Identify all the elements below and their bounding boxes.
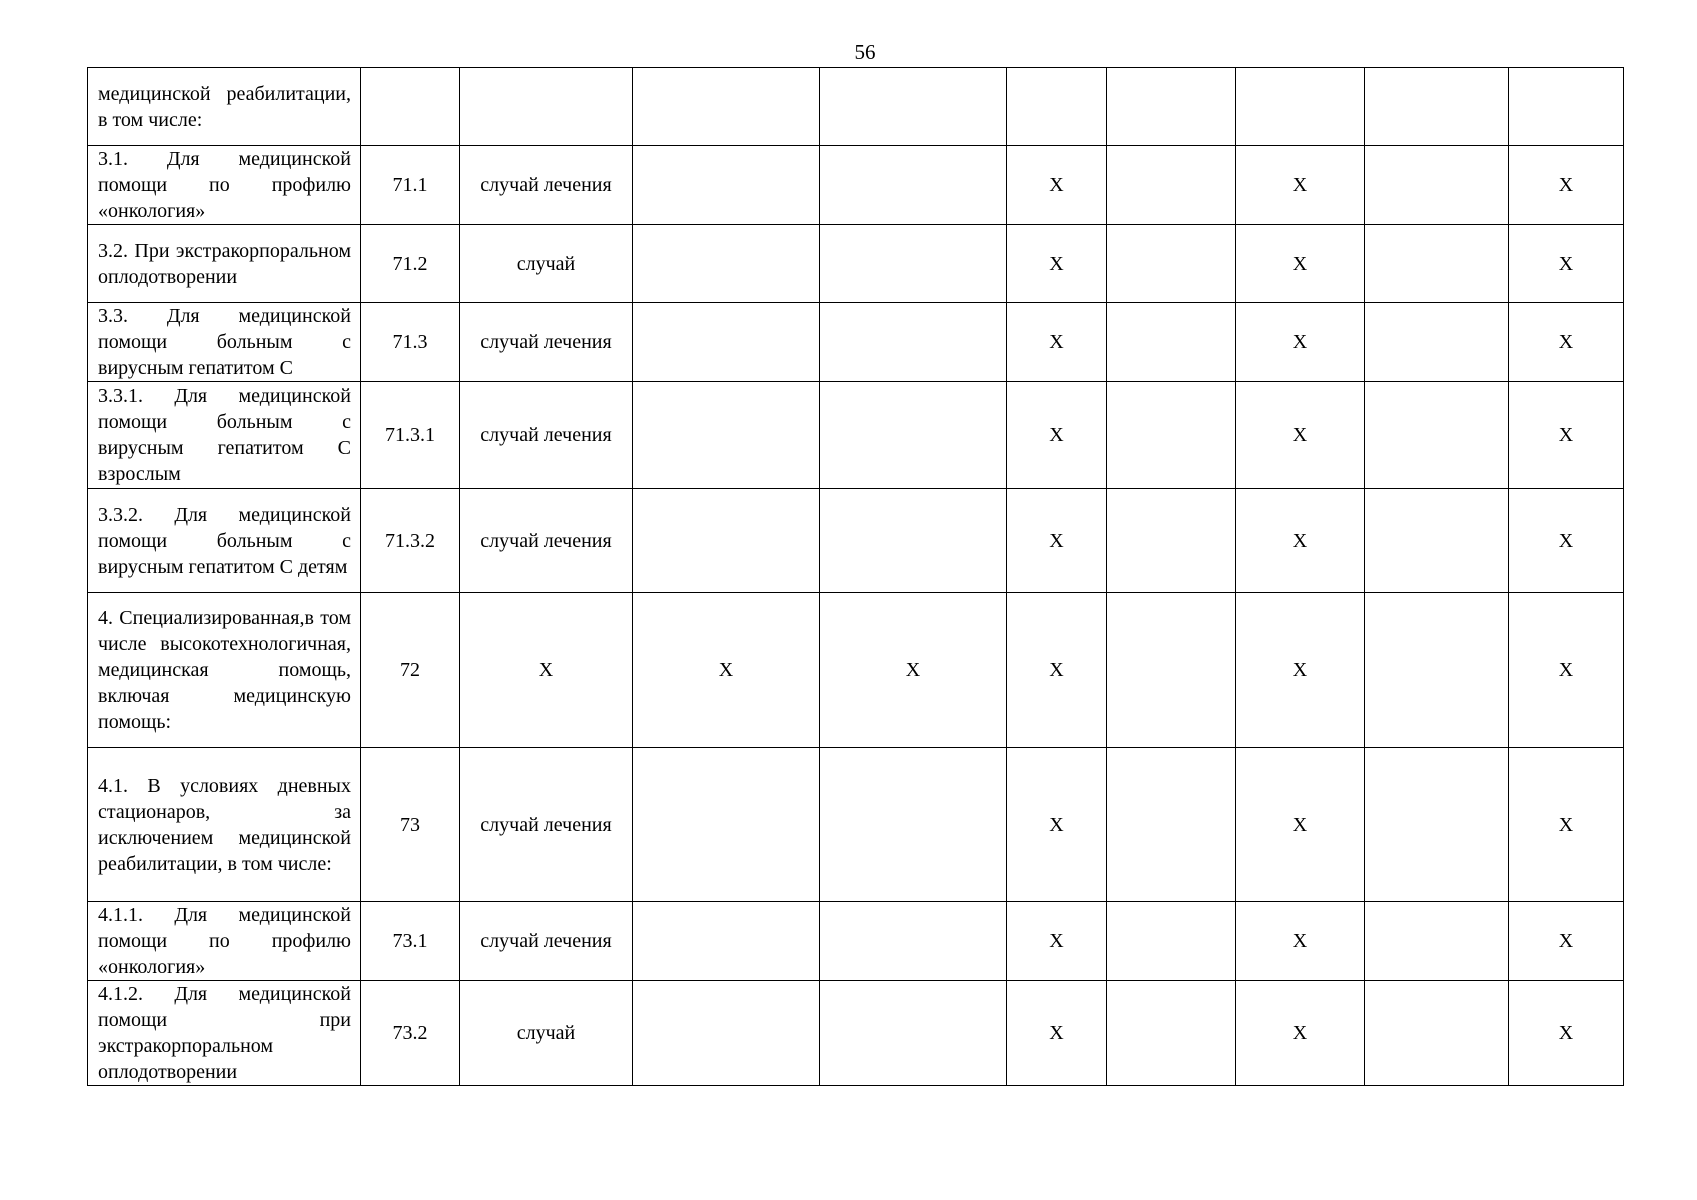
col10-cell: X [1509,225,1624,303]
col9-cell [1365,748,1509,902]
row-name-cell: 4.1. В условиях дневных стационаров, за исключением медицинской реабилитации, в том числе: [88,748,361,902]
row-code-cell [361,68,460,146]
row-name-cell: медицинской реабилитации, в том числе: [88,68,361,146]
col8-cell: X [1236,303,1365,382]
table-row [88,225,1624,303]
col6-cell: X [1007,382,1107,489]
col4-cell [633,748,820,902]
col5-cell: X [820,593,1007,748]
col8-cell: X [1236,981,1365,1086]
col9-cell [1365,146,1509,225]
col4-cell [633,981,820,1086]
row-name-cell: 3.1. Для медицинской помощи по профилю «онкология» [88,146,361,225]
row-code-cell: 71.1 [361,146,460,225]
row-unit-cell: случай [460,225,633,303]
col10-cell: X [1509,748,1624,902]
col4-cell [633,489,820,593]
col4-cell: X [633,593,820,748]
table-row [88,748,1624,902]
row-name-cell: 3.3. Для медицинской помощи больным с вирусным гепатитом С [88,303,361,382]
col7-cell [1107,489,1236,593]
row-code-cell: 71.2 [361,225,460,303]
row-unit-cell: случай лечения [460,146,633,225]
row-unit-cell: случай лечения [460,902,633,981]
col10-cell: X [1509,902,1624,981]
row-code-cell: 71.3 [361,303,460,382]
table-row [88,902,1624,981]
col9-cell [1365,593,1509,748]
row-code-cell: 71.3.2 [361,489,460,593]
col6-cell: X [1007,902,1107,981]
col9-cell [1365,225,1509,303]
col7-cell [1107,68,1236,146]
col6-cell: X [1007,146,1107,225]
col6-cell: X [1007,489,1107,593]
page-number: 56 [854,40,876,64]
col5-cell [820,225,1007,303]
col4-cell [633,902,820,981]
col6-cell: X [1007,748,1107,902]
row-name-cell: 4. Специализированная,в том числе высокотехнологичная, медицинская помощь, включая медицинскую помощь: [88,593,361,748]
table-row [88,303,1624,382]
col9-cell [1365,489,1509,593]
col6-cell: X [1007,593,1107,748]
col8-cell: X [1236,748,1365,902]
row-unit-cell: случай [460,981,633,1086]
col4-cell [633,68,820,146]
row-name-cell: 3.2. При экстракорпоральном оплодотворении [88,225,361,303]
col8-cell: X [1236,146,1365,225]
col8-cell: X [1236,593,1365,748]
col8-cell: X [1236,902,1365,981]
col8-cell [1236,68,1365,146]
table-row [88,489,1624,593]
col7-cell [1107,146,1236,225]
table-row [88,146,1624,225]
col4-cell [633,303,820,382]
row-unit-cell: случай лечения [460,489,633,593]
col5-cell [820,902,1007,981]
row-unit-cell: X [460,593,633,748]
col9-cell [1365,981,1509,1086]
col6-cell [1007,68,1107,146]
table-row [88,981,1624,1086]
row-code-cell: 72 [361,593,460,748]
col6-cell: X [1007,981,1107,1086]
row-code-cell: 73.2 [361,981,460,1086]
col4-cell [633,225,820,303]
row-unit-cell: случай лечения [460,382,633,489]
col4-cell [633,146,820,225]
col8-cell: X [1236,382,1365,489]
col9-cell [1365,303,1509,382]
table-row [88,593,1624,748]
col5-cell [820,68,1007,146]
col7-cell [1107,593,1236,748]
row-name-cell: 4.1.2. Для медицинской помощи при экстракорпоральном оплодотворении [88,981,361,1086]
col7-cell [1107,981,1236,1086]
col10-cell: X [1509,146,1624,225]
col6-cell: X [1007,303,1107,382]
table-row [88,382,1624,489]
table-row [88,68,1624,146]
col5-cell [820,146,1007,225]
col5-cell [820,748,1007,902]
col9-cell [1365,68,1509,146]
col8-cell: X [1236,225,1365,303]
row-code-cell: 73 [361,748,460,902]
row-code-cell: 73.1 [361,902,460,981]
row-unit-cell: случай лечения [460,303,633,382]
col7-cell [1107,225,1236,303]
col10-cell: X [1509,489,1624,593]
col10-cell: X [1509,382,1624,489]
col10-cell: X [1509,981,1624,1086]
table-body [88,68,1624,1086]
col10-cell: X [1509,303,1624,382]
col5-cell [820,981,1007,1086]
col10-cell [1509,68,1624,146]
row-code-cell: 71.3.1 [361,382,460,489]
col7-cell [1107,303,1236,382]
row-unit-cell [460,68,633,146]
data-table [87,67,1624,1086]
col8-cell: X [1236,489,1365,593]
col5-cell [820,382,1007,489]
row-unit-cell: случай лечения [460,748,633,902]
col10-cell: X [1509,593,1624,748]
col5-cell [820,489,1007,593]
col7-cell [1107,748,1236,902]
col7-cell [1107,902,1236,981]
col6-cell: X [1007,225,1107,303]
row-name-cell: 3.3.1. Для медицинской помощи больным с вирусным гепатитом С взрослым [88,382,361,489]
col4-cell [633,382,820,489]
row-name-cell: 3.3.2. Для медицинской помощи больным с вирусным гепатитом С детям [88,489,361,593]
col9-cell [1365,902,1509,981]
col7-cell [1107,382,1236,489]
col5-cell [820,303,1007,382]
col9-cell [1365,382,1509,489]
row-name-cell: 4.1.1. Для медицинской помощи по профилю «онкология» [88,902,361,981]
